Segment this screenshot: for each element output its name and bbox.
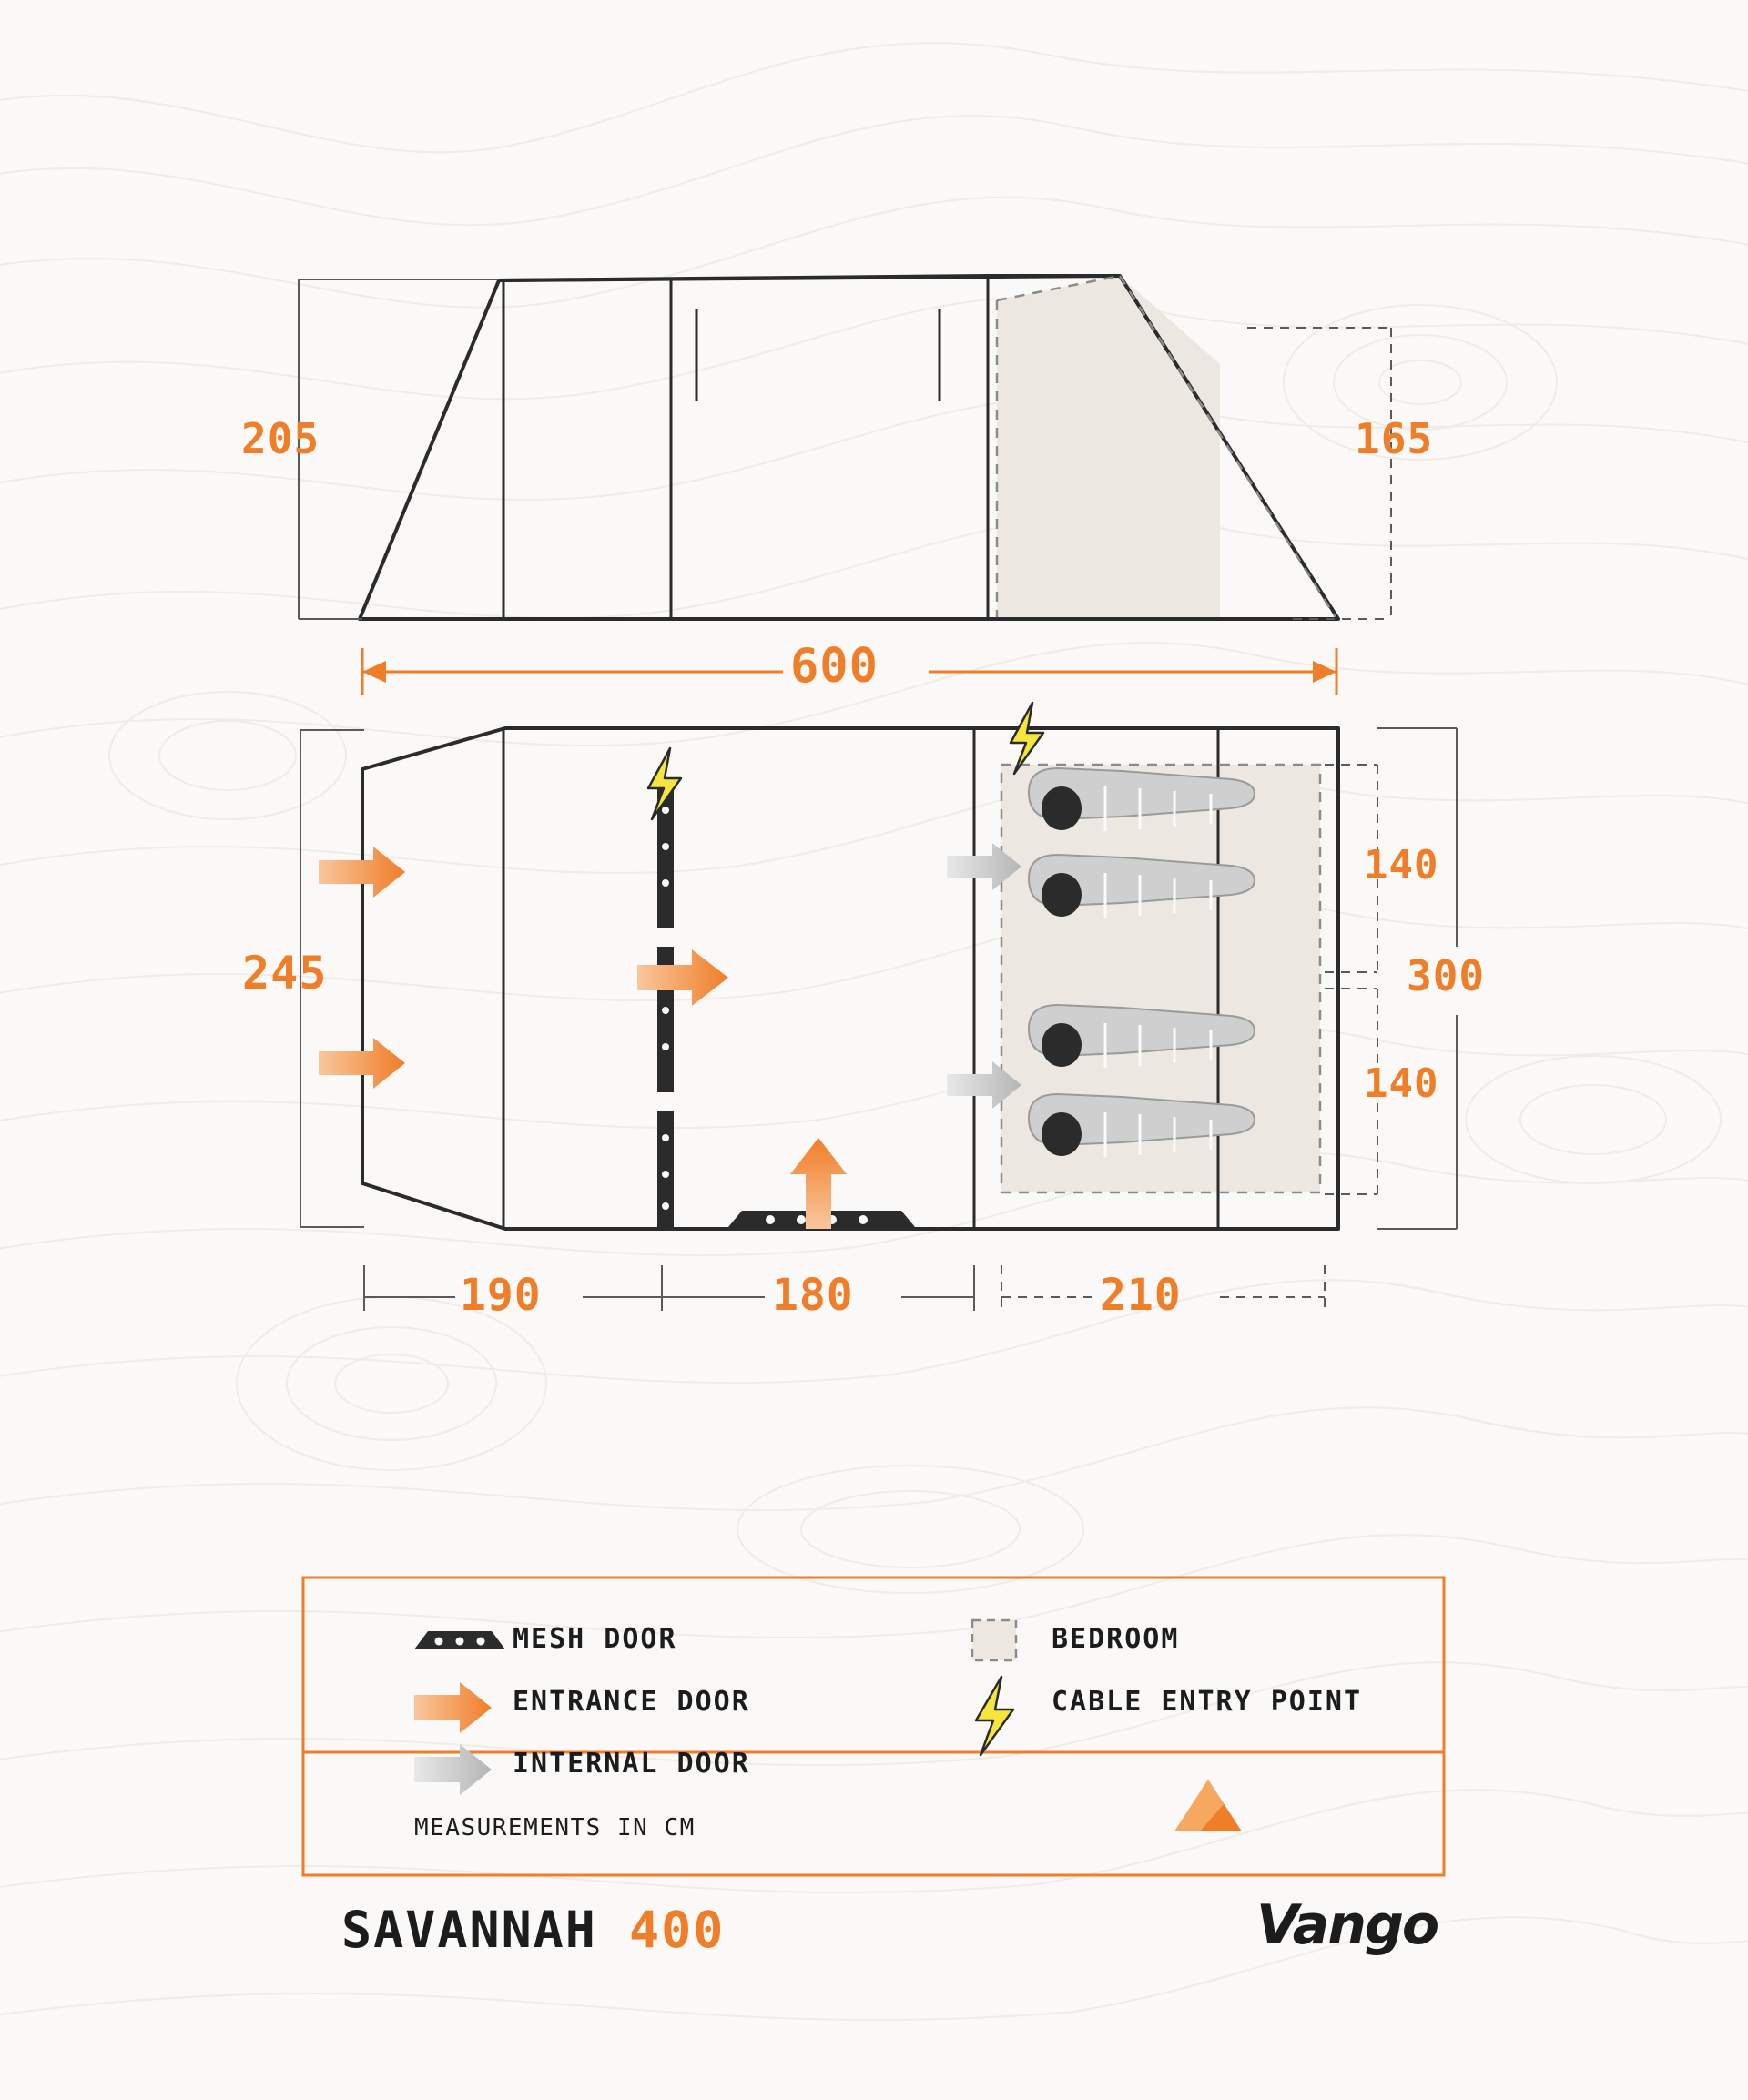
dimension-label-165: 165	[1355, 414, 1434, 463]
product-name: SAVANNAH	[341, 1901, 597, 1959]
dimension-bracket-205	[299, 279, 499, 619]
vango-wordmark: Vango	[1256, 1893, 1438, 1957]
dimension-bracket-165	[1247, 328, 1391, 619]
product-title	[341, 1901, 725, 1959]
legend-units-note: MEASUREMENTS IN CM	[414, 1814, 696, 1841]
legend-label-entrance-door: ENTRANCE DOOR	[513, 1686, 750, 1718]
dimension-label-300: 300	[1407, 951, 1486, 1000]
legend-label-mesh-door: MESH DOOR	[513, 1623, 677, 1655]
legend-label-bedroom: BEDROOM	[1052, 1623, 1180, 1655]
dimension-label-190: 190	[460, 1270, 542, 1321]
side-elevation	[299, 276, 1391, 619]
legend-label-internal-door: INTERNAL DOOR	[513, 1748, 750, 1780]
floor-plan	[300, 703, 1457, 1311]
dimension-label-180: 180	[772, 1270, 854, 1321]
legend-label-cable-entry: CABLE ENTRY POINT	[1052, 1686, 1363, 1718]
dimension-label-140-top: 140	[1364, 842, 1439, 888]
vango-logo-mark	[1174, 1780, 1242, 1831]
dimension-label-210: 210	[1100, 1270, 1182, 1321]
cable-entry-bolt-icon	[648, 703, 1043, 819]
entrance-door-arrow-icon	[414, 1682, 492, 1733]
mesh-door-icon	[414, 1631, 505, 1649]
product-model: 400	[629, 1901, 726, 1959]
bedroom-swatch-icon	[972, 1620, 1016, 1660]
dimension-label-600: 600	[790, 639, 879, 694]
mesh-door-vertical	[657, 783, 674, 1229]
entrance-door-arrow-icon	[319, 847, 847, 1229]
dimension-label-140-bottom: 140	[1364, 1060, 1439, 1107]
dimension-label-245: 245	[242, 947, 328, 999]
cable-entry-bolt-icon	[976, 1677, 1013, 1755]
dimension-label-205: 205	[241, 414, 320, 463]
